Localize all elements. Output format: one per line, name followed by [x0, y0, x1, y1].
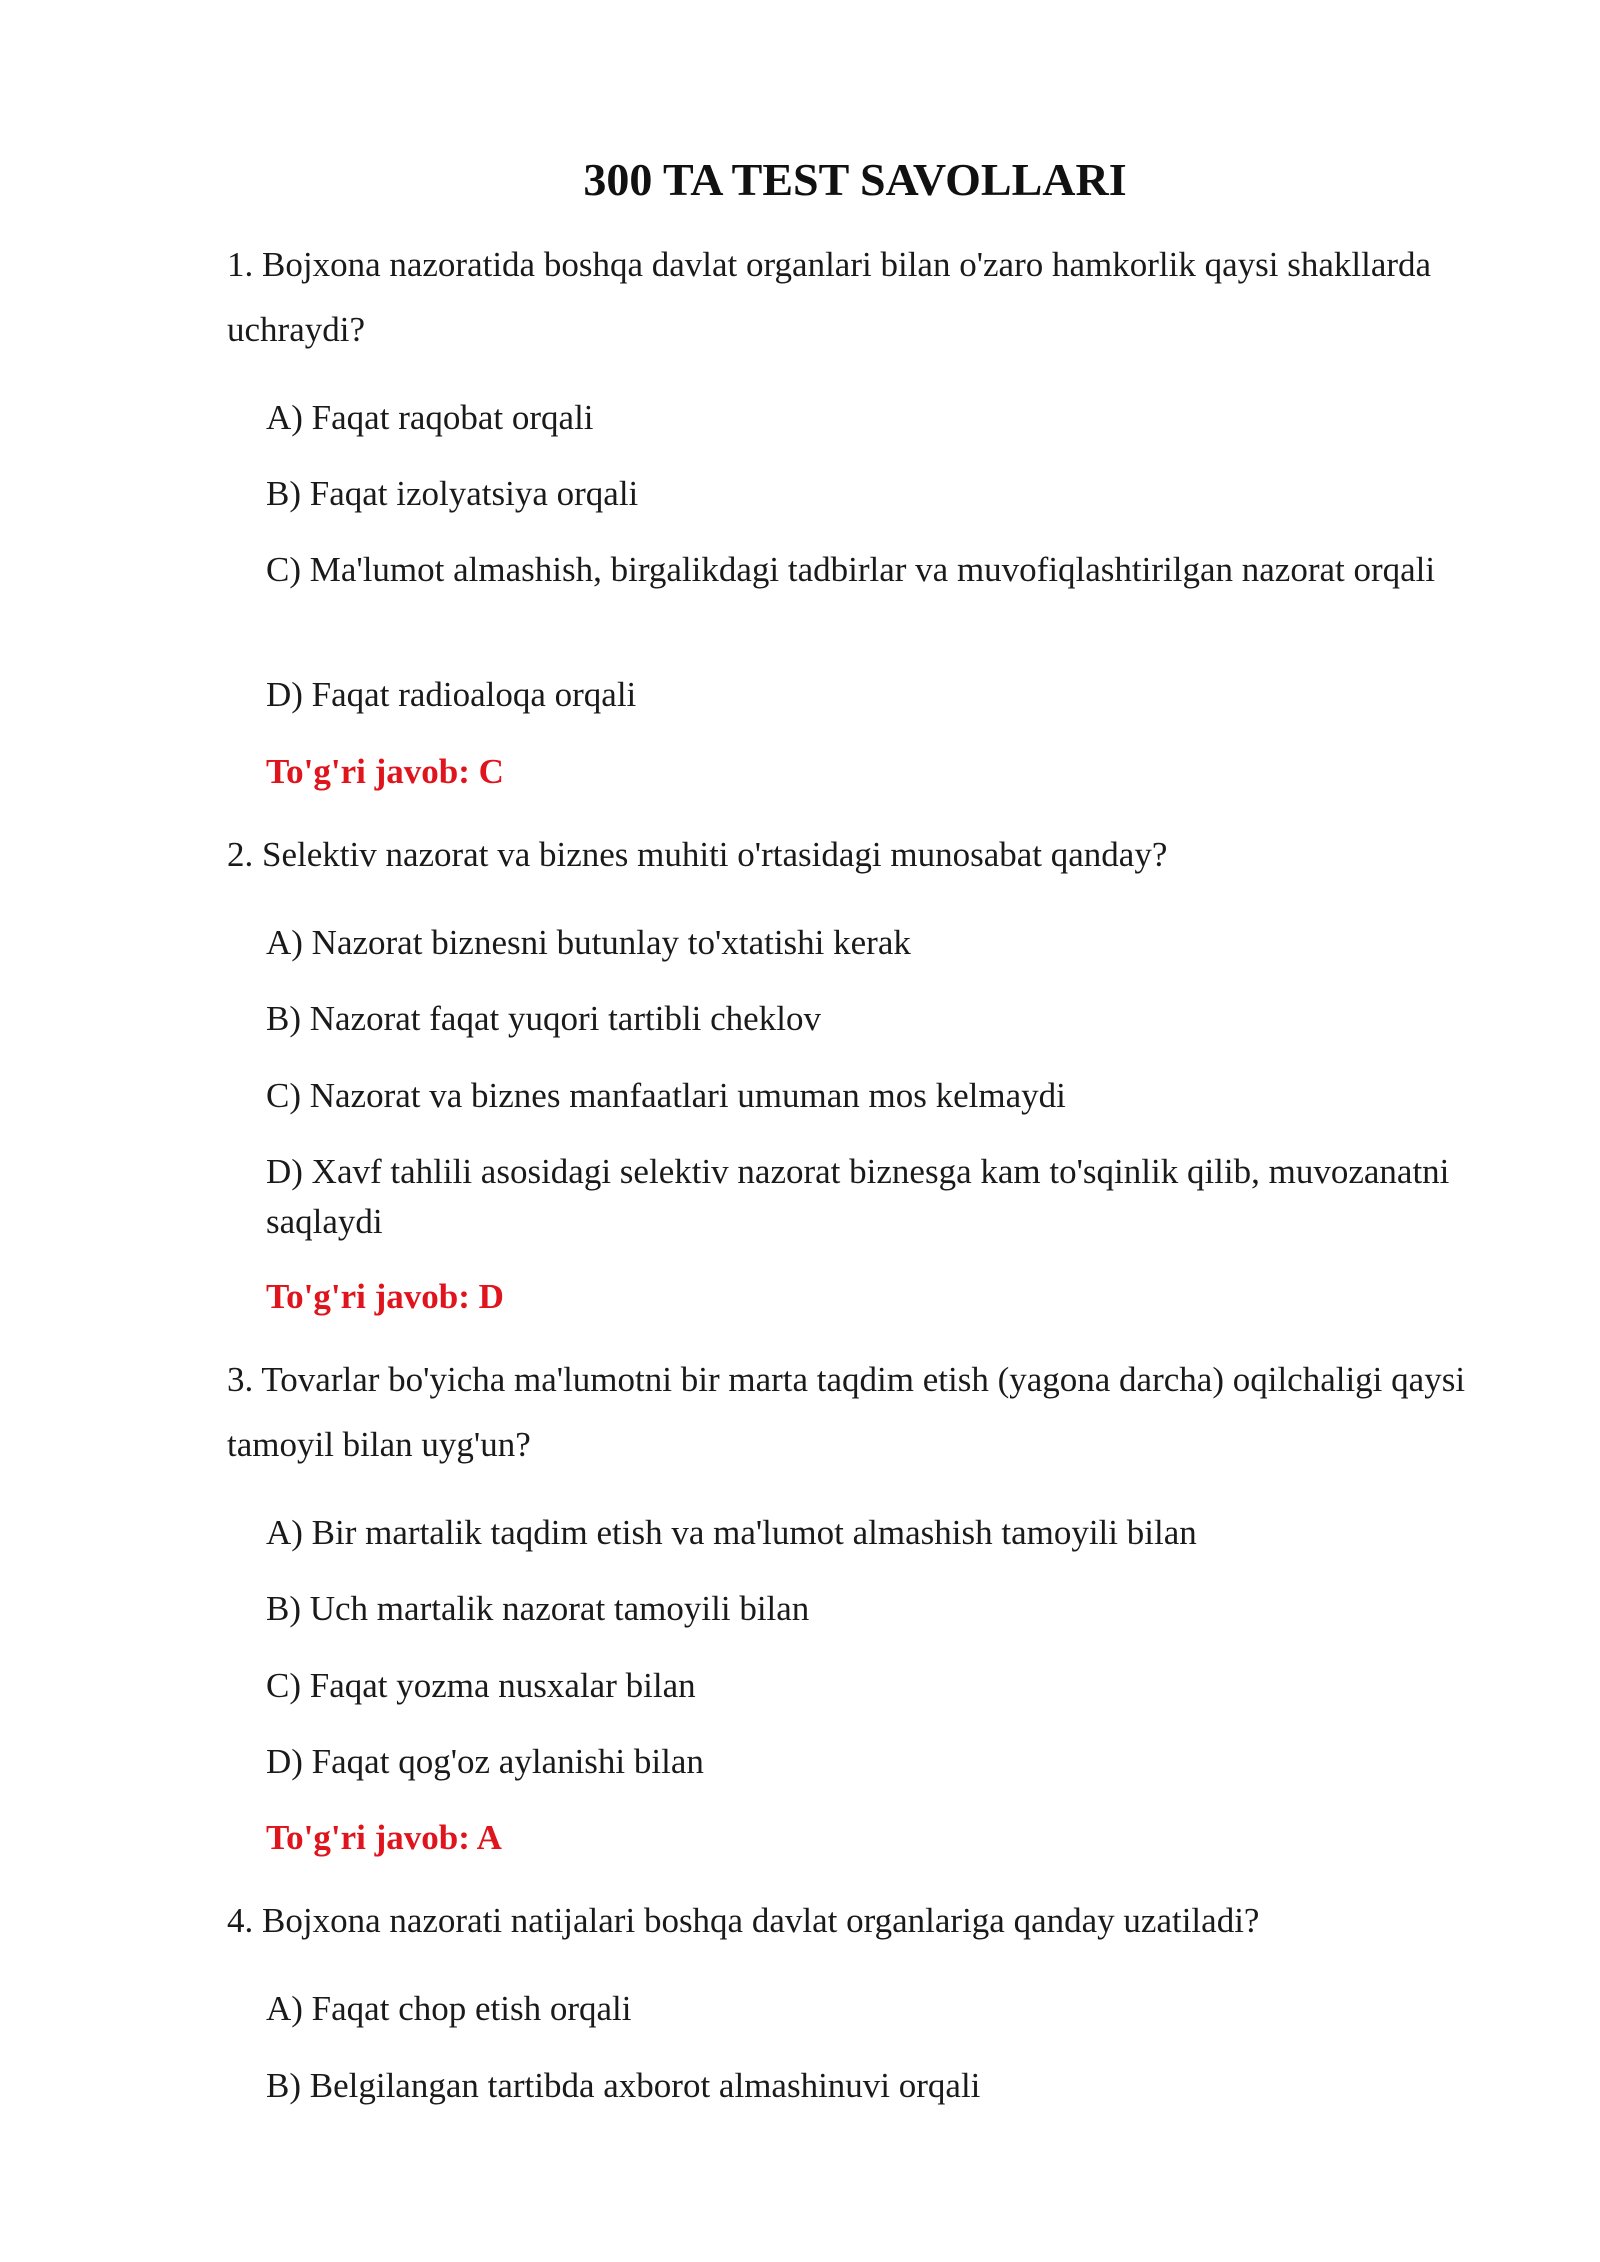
question-3-option-a: A) Bir martalik taqdim etish va ma'lumot almashish tamoyili bilan [266, 1513, 1197, 1552]
question-4-option-b: B) Belgilangan tartibda axborot almashinuvi orqali [266, 2066, 981, 2105]
question-2: 2. Selektiv nazorat va biznes muhiti o'rtasidagi munosabat qanday? [227, 835, 1168, 874]
question-2-option-b: B) Nazorat faqat yuqori tartibli cheklov [266, 999, 821, 1038]
question-1-option-c: C) Ma'lumot almashish, birgalikdagi tadbirlar va muvofiqlashtirilgan nazorat orqali [266, 550, 1436, 589]
question-1-option-a: A) Faqat raqobat orqali [266, 398, 594, 437]
question-4: 4. Bojxona nazorati natijalari boshqa davlat organlariga qanday uzatiladi? [227, 1901, 1260, 1940]
question-3-answer: To'g'ri javob: A [266, 1818, 502, 1857]
question-2-answer: To'g'ri javob: D [266, 1277, 504, 1316]
question-2-option-a: A) Nazorat biznesni butunlay to'xtatishi kerak [266, 923, 911, 962]
question-3-option-b: B) Uch martalik nazorat tamoyili bilan [266, 1589, 810, 1628]
question-1-answer: To'g'ri javob: C [266, 752, 504, 791]
question-4-option-a: A) Faqat chop etish orqali [266, 1989, 632, 2028]
question-3-option-d: D) Faqat qog'oz aylanishi bilan [266, 1742, 704, 1781]
question-1-option-b: B) Faqat izolyatsiya orqali [266, 474, 639, 513]
question-1: 1. Bojxona nazoratida boshqa davlat organlari bilan o'zaro hamkorlik qaysi shakllarda uchraydi? [227, 245, 1432, 349]
question-1-option-d: D) Faqat radioaloqa orqali [266, 675, 637, 714]
question-3-option-c: C) Faqat yozma nusxalar bilan [266, 1666, 696, 1705]
page-title: 300 TA TEST SAVOLLARI [583, 154, 1127, 205]
question-2-option-d: D) Xavf tahlili asosidagi selektiv nazorat biznesga kam to'sqinlik qilib, muvozanatni saqlaydi [266, 1152, 1450, 1241]
question-2-option-c: C) Nazorat va biznes manfaatlari umuman mos kelmaydi [266, 1076, 1066, 1115]
question-3: 3. Tovarlar bo'yicha ma'lumotni bir marta taqdim etish (yagona darcha) oqilchaligi qaysi tamoyil bilan uyg'un? [227, 1360, 1466, 1464]
